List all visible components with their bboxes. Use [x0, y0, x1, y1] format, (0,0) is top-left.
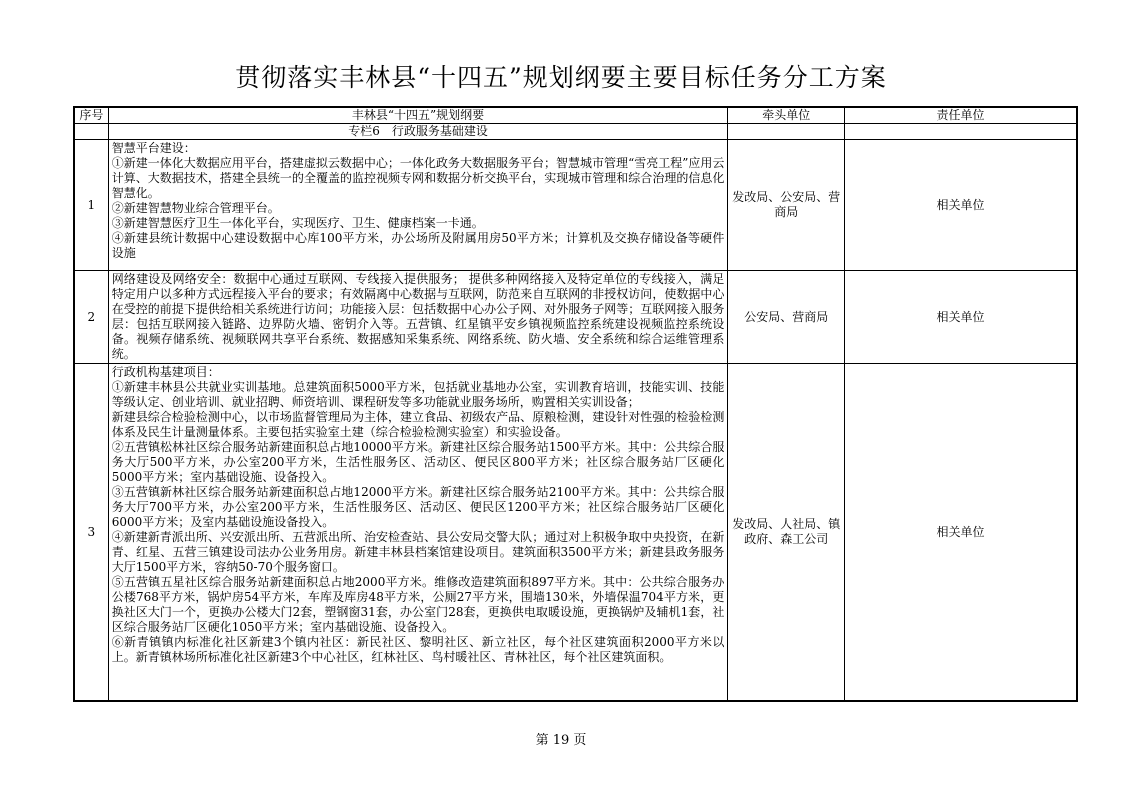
content-line: 智慧平台建设：	[111, 140, 196, 155]
header-row	[74, 107, 1077, 124]
lead-unit: 发改局、公安局、营商局	[728, 140, 845, 271]
row-number: 1	[74, 140, 108, 271]
header-resp: 责任单位	[845, 107, 1077, 124]
content-line: ①新建丰林县公共就业实训基地。总建筑面积5000平方米，包括就业基地办公室，实训教育培训，技能实训、技能等级认定、创业培训、就业招聘、师资培训、课程研发等多功能就业服务场所，购置相关实训设备；	[111, 379, 725, 409]
lead-unit: 发改局、人社局、镇政府、森工公司	[728, 364, 845, 702]
responsible-unit: 相关单位	[845, 140, 1077, 271]
table-row	[74, 364, 1077, 702]
content-line: 网络建设及网络安全：数据中心通过互联网、专线接入提供服务； 提供多种网络接入及特定单位的专线接入，满足特定用户以多种方式远程接入平台的要求；有效隔离中心数据与互联网，防范来自互联网的非授权访问，使数据中心在受控的前提下提供给相关系统进行访问；功能接入层：包括数据中心办公子网、对外服务子网等；互联网接入服务层：包括互联网接入链路、边界防火墙、密钥介入等。五营镇、红星镇平安乡镇视频监控系统建设视频监控系统设备。视频存储系统、视频联网共享平台系统、数据感知采集系统、网络系统、防火墙、安全系统和综合运维管理系统。	[111, 271, 725, 361]
responsible-unit: 相关单位	[845, 271, 1077, 364]
content-line: ③五营镇新林社区综合服务站新建面积总占地12000平方米。新建社区综合服务站2100平方米。其中：公共综合服务大厅700平方米，办公室200平方米，生活性服务区、活动区、便民区1200平方米；社区综合服务站厂区硬化6000平方米；及室内基础设施设备投入。	[111, 484, 725, 529]
row-number: 2	[74, 271, 108, 364]
table-row	[74, 271, 1077, 364]
row-content	[108, 364, 728, 702]
header-no: 序号	[74, 107, 108, 124]
content-line: ②新建智慧物业综合管理平台。	[111, 200, 280, 215]
content-line: 行政机构基建项目：	[111, 364, 220, 379]
table-row	[74, 140, 1077, 271]
row-content	[108, 271, 728, 364]
section-title: 专栏6 行政服务基础建设	[108, 124, 728, 140]
content-line: ④新建县统计数据中心建设数据中心库100平方米，办公场所及附属用房50平方米；计算机及交换存储设备等硬件设施	[111, 230, 725, 260]
page-number: 第 19 页	[535, 733, 587, 748]
lead-unit: 公安局、营商局	[728, 271, 845, 364]
content-line: ②五营镇松林社区综合服务站新建面积总占地10000平方米。新建社区综合服务站1500平方米。其中：公共综合服务大厅500平方米，办公室200平方米，生活性服务区、活动区、便民区800平方米；社区综合服务站厂区硬化5000平方米；室内基础设施、设备投入。	[111, 439, 725, 484]
content-line: ⑤五营镇五星社区综合服务站新建面积总占地2000平方米。维修改造建筑面积897平方米。其中：公共综合服务办公楼768平方米，锅炉房54平方米，车库及库房48平方米，公厕27平方米，围墙130米，外墙保温704平方米，更换社区大门一个，更换办公楼大门2套，塑钢窗31套，办公室门28套，更换供电取暖设施，更换锅炉及辅机1套，社区综合服务站厂区硬化1050平方米；室内基础设施、设备投入。	[111, 574, 725, 634]
content-line: 新建县综合检验检测中心，以市场监督管理局为主体，建立食品、初级农产品、原粮检测，建设针对性强的检验检测体系及民生计量测量体系。主要包括实验室土建（综合检验检测实验室）和实验设备。	[111, 409, 725, 439]
content-line: ③新建智慧医疗卫生一体化平台，实现医疗、卫生、健康档案一卡通。	[111, 215, 484, 230]
header-lead: 牵头单位	[728, 107, 845, 124]
content-line: ⑥新青镇镇内标准化社区新建3个镇内社区：新民社区、黎明社区、新立社区，每个社区建筑面积2000平方米以上。新青镇林场所标准化社区新建3个中心社区，红林社区、鸟村暖社区、青林社区，每个社区建筑面积。	[111, 634, 725, 664]
section-row	[74, 124, 1077, 140]
task-table	[73, 106, 1078, 702]
page-title: 贯彻落实丰林县“十四五”规划纲要主要目标任务分工方案	[235, 63, 887, 92]
row-number: 3	[74, 364, 108, 702]
header-plan: 丰林县“十四五”规划纲要	[108, 107, 728, 124]
row-content	[108, 140, 728, 271]
content-line: ④新建新青派出所、兴安派出所、五营派出所、治安检查站、县公安局交警大队；通过对上积极争取中央投资，在新青、红星、五营三镇建设司法办公业务用房。新建丰林县档案馆建设项目。建筑面积3500平方米；新建县政务服务大厅1500平方米，容纳50-70个服务窗口。	[111, 529, 725, 574]
content-line: ①新建一体化大数据应用平台，搭建虚拟云数据中心；一体化政务大数据服务平台；智慧城市管理“雪亮工程”应用云计算、大数据技术，搭建全县统一的全覆盖的监控视频专网和数据分析交换平台，实现城市管理和综合治理的信息化智慧化。	[111, 155, 725, 200]
responsible-unit: 相关单位	[845, 364, 1077, 702]
